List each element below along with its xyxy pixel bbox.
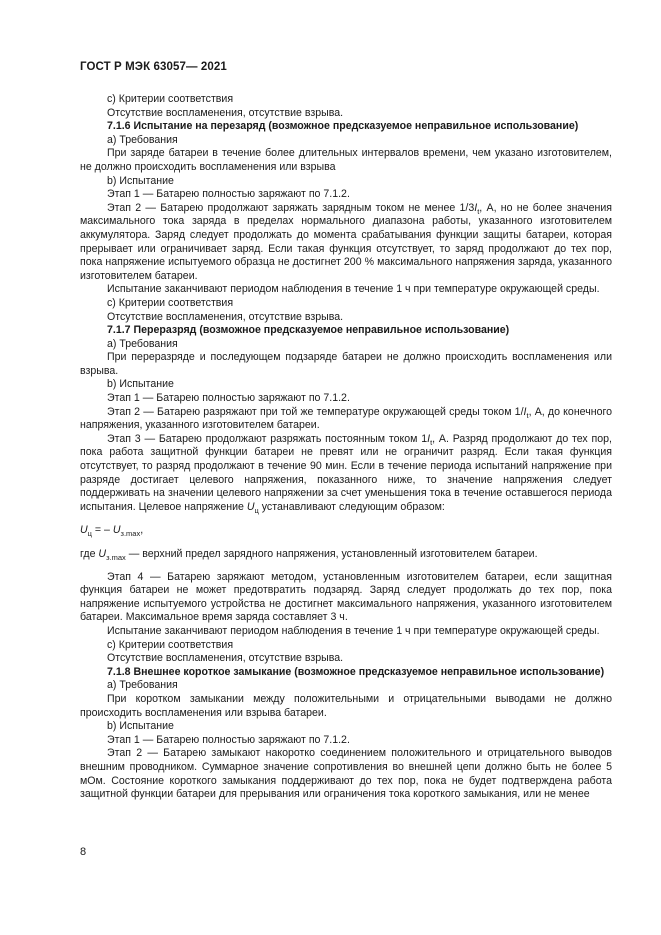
paragraph: Отсутствие воспламенения, отсутствие взрыва. [107,310,344,323]
section-heading-7-1-7: 7.1.7 Переразряд (возможное предсказуемое неправильное использование) [107,324,510,337]
paragraph: Этап 4 — Батарею заряжают методом, установленным изготовителем батареи, если защитная функция батареи не может предотвратить подзаряд. Заряд следует продолжать до тех пор, пока напряжение испытуемого устройства не достигнет максимального напряжения, указанного изготовителем батареи. Максимальное время заряда составляет 3 ч. [80,570,612,624]
paragraph: b) Испытание [107,174,174,187]
paragraph: c) Критерии соответствия [107,93,234,105]
paragraph: Отсутствие воспламенения, отсутствие взрыва. [107,652,344,665]
formula: $U_ц$ = – $U_{з.max}$, [80,524,144,539]
paragraph: Этап 3 — Батарею продолжают разряжать постоянным током $1I_t$, А. Разряд продолжают до тех пор, пока работа защитной функции батареи не превят или не ограничит разряд. Если такая функция отсутствует, то разряд продолжают в течение 90 мин. Если в течение периода испытаний напряжение при разряде достигает целевого напряжения, показанного ниже, то значение напряжения следует поддерживать на значении целевого напряжении за счет уменьшения тока в течение оставшегося периода испытания. Целевое напряжение $U_ц$ устанавливают следующим образом: [80,432,612,515]
paragraph: а) Требования [107,337,178,350]
paragraph: b) Испытание [107,378,174,391]
paragraph: Отсутствие воспламенения, отсутствие взрыва. [107,106,344,119]
paragraph: Этап 2 — Батарею продолжают заряжать зарядным током не менее $1/3I_t$, А, но не более значения максимального тока заряда в пределах нормального диапазона работы, указанного изготовителем аккумулятора. Заряд следует продолжать до момента срабатывания функции защиты батареи, которая прерывает или ограничивает заряд. Если такая функция отсутствует, то заряд продолжают до тех пор, пока напряжение испытуемого образца не достигнет 200 % максимального напряжения заряда, указанного изготовителем батареи. [80,201,612,282]
paragraph: а) Требования [107,679,178,692]
page-body [80,93,612,802]
paragraph: c) Критерии соответствия [107,296,234,309]
paragraph: Испытание заканчивают периодом наблюдения в течение 1 ч при температуре окружающей среды. [107,624,600,637]
paragraph: Этап 1 — Батарею полностью заряжают по 7.1.2. [107,392,350,405]
formula-explanation: где $U_{з.max}$ — верхний предел зарядного напряжения, установленный изготовителем батареи. [80,548,538,563]
document-header: ГОСТ Р МЭК 63057— 2021 [80,61,227,73]
paragraph: Этап 2 — Батарею замыкают накоротко соединением положительного и отрицательного выводов внешним проводником. Суммарное значение сопротивления во внешней цепи должно быть не более 5 мОм. Состояние короткого замыкания поддерживают до тех пор, пока не будет подтверждена работа защитной функции батареи для прерывания или ограничения тока короткого замыкания, или не менее [80,747,612,801]
paragraph: При переразряде и последующем подзаряде батареи не должно происходить воспламенения или взрыва. [80,351,612,377]
paragraph: c) Критерии соответствия [107,638,234,651]
paragraph: При заряде батареи в течение более длительных интервалов времени, чем указано изготовителем, не должно происходить воспламенения или взрыва [80,147,612,173]
paragraph: Этап 1 — Батарею полностью заряжают по 7.1.2. [107,733,350,746]
paragraph: Этап 2 — Батарею разряжают при той же температуре окружающей среды током $1/I_t$, А, до конечного напряжения, указанного изготовителем батареи. [80,405,612,432]
page-number: 8 [80,846,87,858]
section-heading-7-1-8: 7.1.8 Внешнее короткое замыкание (возможное предсказуемое неправильное использование) [107,665,605,678]
paragraph: При коротком замыкании между положительными и отрицательными выводами не должно происходить воспламенения или взрыва батареи. [80,692,612,719]
paragraph: b) Испытание [107,720,174,733]
section-heading-7-1-6: 7.1.6 Испытание на перезаряд (возможное предсказуемое неправильное использование) [107,120,579,133]
paragraph: Этап 1 — Батарею полностью заряжают по 7.1.2. [107,188,350,201]
paragraph: а) Требования [107,133,178,146]
paragraph: Испытание заканчивают периодом наблюдения в течение 1 ч при температуре окружающей среды. [107,283,600,296]
